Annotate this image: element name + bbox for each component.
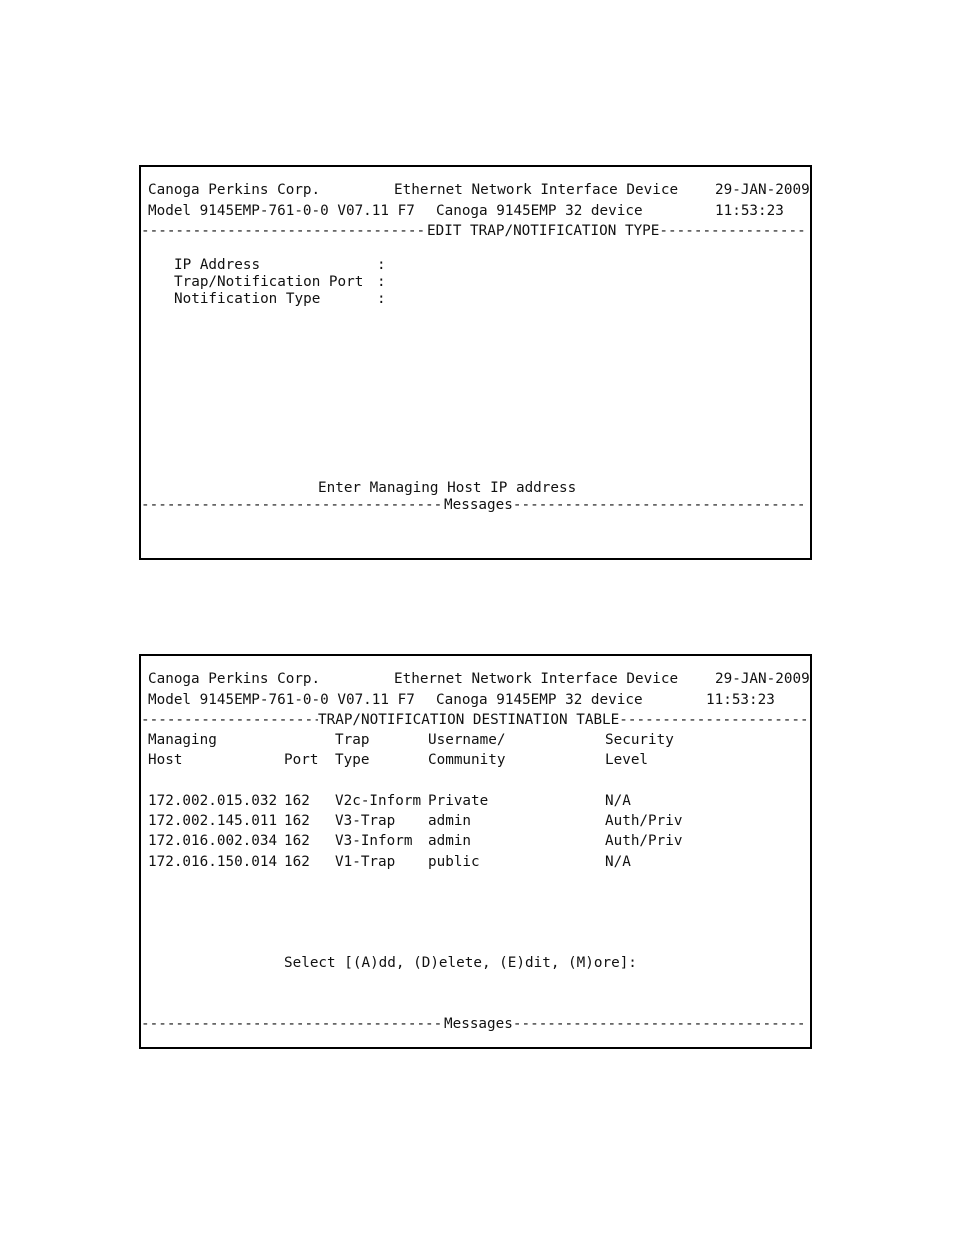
row-community: public xyxy=(428,854,480,870)
row-type: V1-Trap xyxy=(335,854,396,870)
prompt-text: Enter Managing Host IP address xyxy=(318,480,577,496)
company-name: Canoga Perkins Corp. xyxy=(148,182,321,198)
header-time: 11:53:23 xyxy=(706,692,775,708)
device-name: Canoga 9145EMP 32 device xyxy=(436,692,643,708)
row-host: 172.002.015.032 xyxy=(148,793,278,809)
row-port: 162 xyxy=(284,813,310,829)
row-host: 172.002.145.011 xyxy=(148,813,278,829)
notification-type-colon: : xyxy=(377,291,386,307)
notification-type-label: Notification Type xyxy=(174,291,321,307)
row-type: V2c-Inform xyxy=(335,793,422,809)
row-port: 162 xyxy=(284,854,310,870)
col-type-header-2: Type xyxy=(335,752,370,768)
header-date: 29-JAN-2009 xyxy=(715,671,810,687)
screen-title: EDIT TRAP/NOTIFICATION TYPE xyxy=(427,223,660,239)
row-port: 162 xyxy=(284,833,310,849)
col-host-header-2: Host xyxy=(148,752,183,768)
row-type: V3-Trap xyxy=(335,813,396,829)
trap-port-label: Trap/Notification Port xyxy=(174,274,364,290)
messages-label: Messages xyxy=(444,497,513,513)
row-security-level: N/A xyxy=(605,793,631,809)
row-type: V3-Inform xyxy=(335,833,413,849)
col-security-header-1: Security xyxy=(605,732,674,748)
col-user-header-1: Username/ xyxy=(428,732,506,748)
company-name: Canoga Perkins Corp. xyxy=(148,671,321,687)
col-type-header-1: Trap xyxy=(335,732,370,748)
row-community: Private xyxy=(428,793,489,809)
command-prompt[interactable]: Select [(A)dd, (D)elete, (E)dit, (M)ore]: xyxy=(284,955,637,971)
edit-trap-notification-screen xyxy=(139,165,812,560)
model-info: Model 9145EMP-761-0-0 V07.11 F7 xyxy=(148,692,415,708)
ip-address-label: IP Address xyxy=(174,257,261,273)
col-user-header-2: Community xyxy=(428,752,506,768)
col-security-header-2: Level xyxy=(605,752,649,768)
ip-address-colon: : xyxy=(377,257,386,273)
screen-title: TRAP/NOTIFICATION DESTINATION TABLE xyxy=(318,712,620,728)
row-host: 172.016.002.034 xyxy=(148,833,278,849)
trap-port-colon: : xyxy=(377,274,386,290)
row-community: admin xyxy=(428,833,472,849)
row-port: 162 xyxy=(284,793,310,809)
row-community: admin xyxy=(428,813,472,829)
row-security-level: Auth/Priv xyxy=(605,813,683,829)
col-port-header: Port xyxy=(284,752,319,768)
header-time: 11:53:23 xyxy=(715,203,784,219)
product-name: Ethernet Network Interface Device xyxy=(394,671,679,687)
col-host-header-1: Managing xyxy=(148,732,217,748)
model-info: Model 9145EMP-761-0-0 V07.11 F7 xyxy=(148,203,415,219)
product-name: Ethernet Network Interface Device xyxy=(394,182,679,198)
row-security-level: N/A xyxy=(605,854,631,870)
trap-destination-table-screen xyxy=(139,654,812,1049)
row-host: 172.016.150.014 xyxy=(148,854,278,870)
title-separator xyxy=(141,223,806,240)
messages-separator xyxy=(141,1016,806,1033)
messages-label: Messages xyxy=(444,1016,513,1032)
header-date: 29-JAN-2009 xyxy=(715,182,810,198)
title-separator xyxy=(141,712,806,729)
row-security-level: Auth/Priv xyxy=(605,833,683,849)
device-name: Canoga 9145EMP 32 device xyxy=(436,203,643,219)
messages-separator xyxy=(141,497,806,514)
